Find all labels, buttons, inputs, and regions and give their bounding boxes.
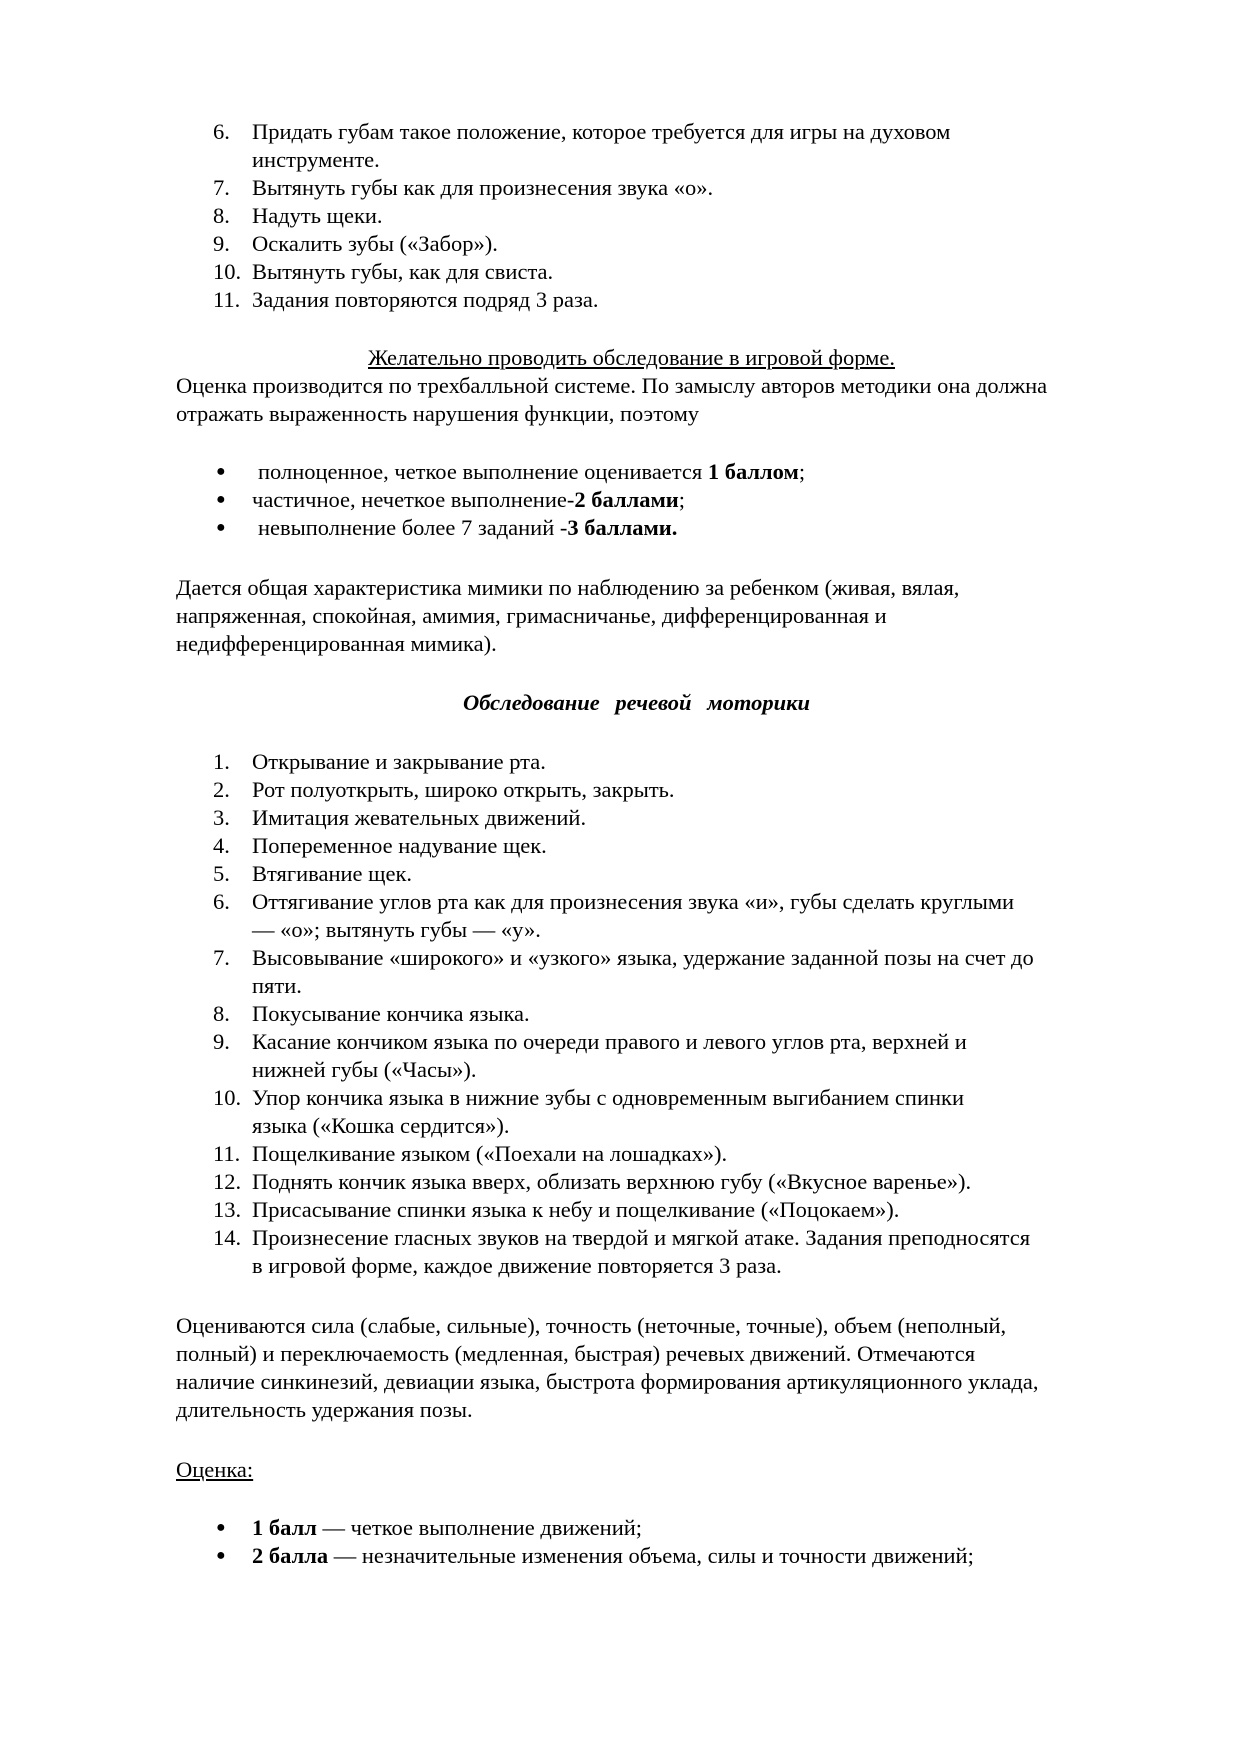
note-underlined: Желательно проводить обследование в игровой форме. <box>368 345 895 370</box>
bullet-icon: ● <box>216 519 226 536</box>
list-item-text: Надуть щеки. <box>252 203 383 228</box>
list-item-text: Рот полуоткрыть, широко открыть, закрыть. <box>252 777 675 802</box>
list-item-number: 2. <box>213 777 230 802</box>
list-item-text: Присасывание спинки языка к небу и пощелкивание («Поцокаем»). <box>252 1197 900 1222</box>
list-item-text: Втягивание щек. <box>252 861 413 886</box>
bullet-item: частичное, нечеткое выполнение-2 баллами; <box>252 487 685 512</box>
list-item-text: Касание кончиком языка по очереди правого и левого углов рта, верхней и <box>252 1029 967 1054</box>
bullet-icon: ● <box>216 1519 226 1536</box>
list-item-number: 13. <box>213 1197 242 1222</box>
list-item-number: 10. <box>213 1085 242 1110</box>
list-item-number: 3. <box>213 805 230 830</box>
list-item-text: Придать губам такое положение, которое требуется для игры на духовом <box>252 119 951 144</box>
list-item-number: 6. <box>213 889 230 914</box>
list-item-text: Попеременное надувание щек. <box>252 833 547 858</box>
list-item-text: Упор кончика языка в нижние зубы с одновременным выгибанием спинки <box>252 1085 965 1110</box>
list-item-number: 10. <box>213 259 242 284</box>
list-item-number: 7. <box>213 945 230 970</box>
list-item-text: инструменте. <box>252 147 380 172</box>
list-item-text: Вытянуть губы как для произнесения звука «о». <box>252 175 714 200</box>
score-label: Оценка: <box>176 1457 254 1482</box>
list-item-text: Открывание и закрывание рта. <box>252 749 546 774</box>
list-item-number: 8. <box>213 1001 230 1026</box>
list-item-number: 14. <box>213 1225 242 1250</box>
paragraph-line: недифференцированная мимика). <box>176 631 497 656</box>
list-item-number: 4. <box>213 833 230 858</box>
list-item-text: Задания повторяются подряд 3 раза. <box>252 287 599 312</box>
paragraph-line: напряженная, спокойная, амимия, гримасничанье, дифференцированная и <box>176 603 887 628</box>
list-item-number: 7. <box>213 175 230 200</box>
list-item-text: в игровой форме, каждое движение повторяется 3 раза. <box>252 1253 782 1278</box>
list-item-text: Произнесение гласных звуков на твердой и мягкой атаке. Задания преподносятся <box>252 1225 1031 1250</box>
bullet-icon: ● <box>216 463 226 480</box>
list-item-number: 8. <box>213 203 230 228</box>
bullet-icon: ● <box>216 1547 226 1564</box>
list-item-number: 11. <box>213 287 241 312</box>
list-item-text: языка («Кошка сердится»). <box>252 1113 510 1138</box>
list-item-text: Поднять кончик языка вверх, облизать верхнюю губу («Вкусное варенье»). <box>252 1169 972 1194</box>
list-item-text: — «о»; вытянуть губы — «у». <box>252 917 541 942</box>
list-item-text: Оскалить зубы («Забор»). <box>252 231 498 256</box>
list-item-text: Вытянуть губы, как для свиста. <box>252 259 554 284</box>
list-item-text: Имитация жевательных движений. <box>252 805 587 830</box>
paragraph-line: Оцениваются сила (слабые, сильные), точность (неточные, точные), объем (неполный, <box>176 1313 1007 1338</box>
list-item-text: Высовывание «широкого» и «узкого» языка, удержание заданной позы на счет до <box>252 945 1034 970</box>
list-item-text: пяти. <box>252 973 302 998</box>
section-heading: Обследование речевой моторики <box>463 690 810 715</box>
paragraph-line: Оценка производится по трехбалльной системе. По замыслу авторов методики она должна <box>176 373 1048 398</box>
bullet-icon: ● <box>216 491 226 508</box>
paragraph-line: длительность удержания позы. <box>176 1397 473 1422</box>
list-item-number: 12. <box>213 1169 242 1194</box>
paragraph-line: наличие синкинезий, девиации языка, быстрота формирования артикуляционного уклада, <box>176 1369 1039 1394</box>
list-item-text: нижней губы («Часы»). <box>252 1057 477 1082</box>
bullet-item: полноценное, четкое выполнение оценивается 1 баллом; <box>258 459 806 484</box>
list-item-number: 9. <box>213 1029 230 1054</box>
bullet-item: невыполнение более 7 заданий -3 баллами. <box>258 515 678 540</box>
list-item-number: 11. <box>213 1141 241 1166</box>
list-item-number: 5. <box>213 861 230 886</box>
list-item-number: 1. <box>213 749 230 774</box>
paragraph-line: Дается общая характеристика мимики по наблюдению за ребенком (живая, вялая, <box>176 575 960 600</box>
bullet-item: 2 балла — незначительные изменения объема, силы и точности движений; <box>252 1543 974 1568</box>
list-item-number: 9. <box>213 231 230 256</box>
list-item-text: Оттягивание углов рта как для произнесения звука «и», губы сделать круглыми <box>252 889 1015 914</box>
list-item-text: Покусывание кончика языка. <box>252 1001 530 1026</box>
paragraph-line: отражать выраженность нарушения функции, поэтому <box>176 401 700 426</box>
paragraph-line: полный) и переключаемость (медленная, быстрая) речевых движений. Отмечаются <box>176 1341 976 1366</box>
list-item-number: 6. <box>213 119 230 144</box>
bullet-item: 1 балл — четкое выполнение движений; <box>252 1515 643 1540</box>
list-item-text: Пощелкивание языком («Поехали на лошадках»). <box>252 1141 728 1166</box>
